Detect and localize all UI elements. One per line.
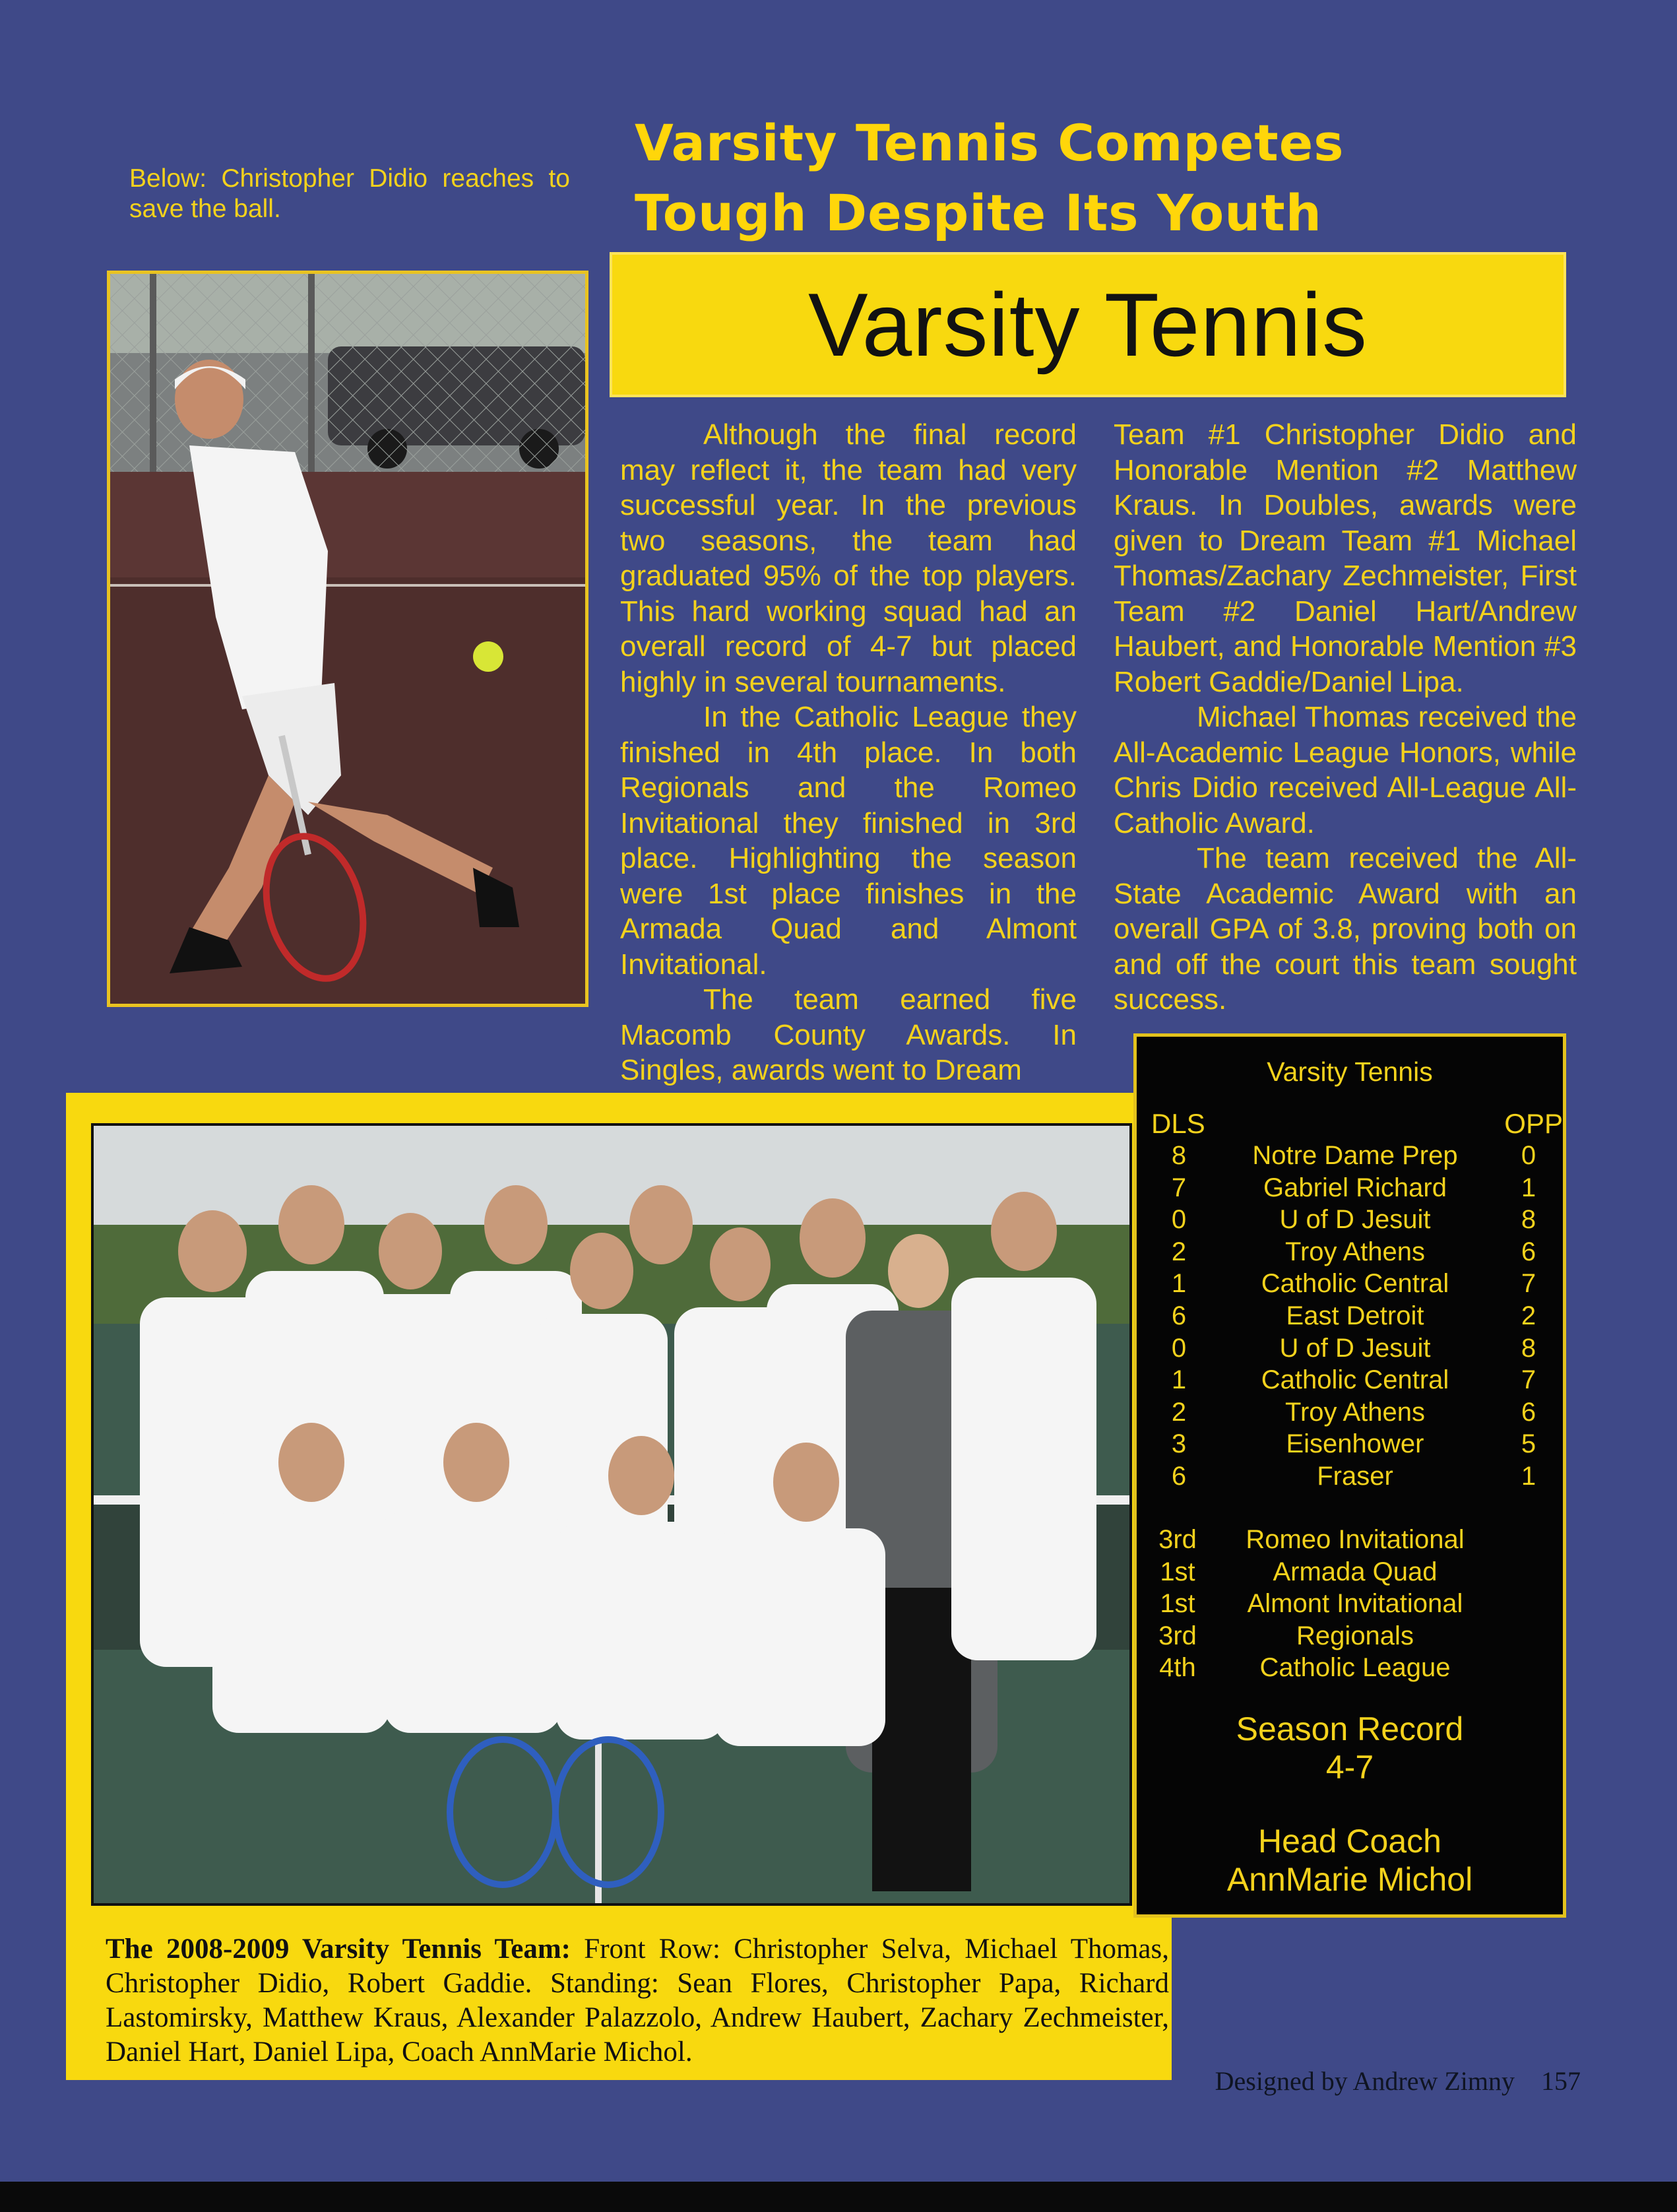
tournament-name: Almont Invitational [1247, 1589, 1463, 1619]
tournament-place: 1st [1160, 1589, 1195, 1619]
photo-caption: Below: Christopher Didio reaches to save the ball. [129, 164, 570, 223]
dls-score: 0 [1171, 1333, 1187, 1363]
article-paragraph: The team received the All-State Academic Award with an overall GPA of 3.8, proving both on and off the court this team sought success. [1114, 842, 1577, 1016]
tournament-name: Regionals [1296, 1621, 1414, 1650]
opp-score: 8 [1521, 1333, 1536, 1363]
opponent-name: Catholic Central [1261, 1365, 1449, 1395]
tennis-player-illustration [110, 274, 585, 1004]
head-coach [1137, 1822, 1563, 1899]
tournament-place: 1st [1160, 1557, 1195, 1586]
match-list [1137, 1141, 1563, 1494]
tournament-row [1137, 1653, 1563, 1685]
dls-score: 2 [1171, 1237, 1187, 1266]
opponent-name: Notre Dame Prep [1252, 1141, 1458, 1170]
match-row [1137, 1334, 1563, 1366]
tournament-row [1137, 1525, 1563, 1557]
opp-score: 8 [1521, 1205, 1536, 1235]
article-paragraph: The team earned five Macomb County Awards. In Singles, awards went to Dream [620, 983, 1077, 1086]
page-footer [1185, 2066, 1581, 2097]
tournament-list [1137, 1525, 1563, 1685]
tournament-row [1137, 1589, 1563, 1621]
banner-title: Varsity Tennis [808, 275, 1368, 375]
match-row [1137, 1301, 1563, 1334]
headline-line-1: Varsity Tennis Competes [635, 114, 1345, 172]
tournament-name: Armada Quad [1273, 1557, 1438, 1586]
scan-edge [0, 2182, 1677, 2212]
season-record-label: Season Record [1236, 1710, 1464, 1747]
match-row [1137, 1429, 1563, 1462]
opp-score: 6 [1521, 1237, 1536, 1266]
dls-score: 7 [1171, 1173, 1187, 1202]
opp-score: 1 [1521, 1461, 1536, 1491]
opp-score: 0 [1521, 1141, 1536, 1170]
match-row [1137, 1237, 1563, 1270]
team-photo-caption [106, 1932, 1169, 2069]
season-record-value: 4-7 [1325, 1749, 1374, 1786]
action-photo [107, 271, 588, 1007]
opponent-name: U of D Jesuit [1279, 1333, 1431, 1363]
team-group-illustration [94, 1126, 1129, 1903]
article-paragraph: Michael Thomas received the All-Academic League Honors, while Chris Didio received All-League All- Catholic Award. [1114, 701, 1577, 839]
title-banner [610, 252, 1566, 397]
article-column-right [1114, 417, 1577, 1018]
tournament-row [1137, 1557, 1563, 1590]
head-coach-name: AnnMarie Michol [1226, 1861, 1473, 1898]
tournament-place: 3rd [1158, 1525, 1197, 1554]
opponent-name: Fraser [1317, 1461, 1393, 1491]
opp-score: 2 [1521, 1301, 1536, 1330]
opponent-name: U of D Jesuit [1279, 1205, 1431, 1235]
opponent-name: Troy Athens [1285, 1397, 1425, 1427]
results-title: Varsity Tennis [1267, 1057, 1433, 1087]
headline-line-2: Tough Despite Its Youth [635, 183, 1322, 242]
match-row [1137, 1205, 1563, 1237]
article-paragraph: Although the final record may reflect it, the team had very successful year. In the previous two seasons, the team had graduated 95% of the top players. This hard working squad had an overall record of 4-7 but placed highly in several tournaments. [620, 418, 1077, 698]
season-results-box [1133, 1033, 1566, 1918]
dls-score: 3 [1171, 1429, 1187, 1459]
dls-score: 2 [1171, 1397, 1187, 1427]
team-caption-lead: The 2008-2009 Varsity Tennis Team: [106, 1934, 571, 1965]
designer-credit: Designed by Andrew Zimny [1215, 2066, 1515, 2096]
tournament-name: Romeo Invitational [1246, 1525, 1465, 1554]
team-caption-text: Front Row: Christopher Selva, Michael Thomas, Christopher Didio, Robert Gaddie. Standing: Sean Flores, Christopher Papa, Richard Lastomirsky, Matthew Kraus, Alexander Palazzolo, Andrew Haubert, Zachary Zechmeister, Daniel Hart, Daniel Lipa, Coach AnnMarie Michol. [106, 1934, 1169, 2067]
dls-score: 1 [1171, 1365, 1187, 1395]
article-paragraph: Team #1 Christopher Didio and Honorable Mention #2 Matthew Kraus. In Doubles, awards were given to Dream Team #1 Michael Thomas/Zachary Zechmeister, First Team #2 Daniel Hart/Andrew Haubert, and Honorable Mention #3 Robert Gaddie/Daniel Lipa. [1114, 418, 1577, 698]
match-row [1137, 1398, 1563, 1430]
dls-column-header: DLS [1151, 1108, 1205, 1139]
opponent-name: Troy Athens [1285, 1237, 1425, 1266]
opp-score: 6 [1521, 1397, 1536, 1427]
opp-score: 7 [1521, 1365, 1536, 1395]
match-row [1137, 1141, 1563, 1173]
opp-column-header: OPP [1504, 1108, 1563, 1139]
opp-score: 7 [1521, 1269, 1536, 1299]
dls-score: 6 [1171, 1301, 1187, 1330]
tournament-place: 3rd [1158, 1621, 1197, 1650]
opp-score: 5 [1521, 1429, 1536, 1459]
season-record [1137, 1710, 1563, 1786]
dls-score: 0 [1171, 1205, 1187, 1235]
page-number: 157 [1541, 2066, 1581, 2096]
team-photo [91, 1123, 1132, 1906]
opponent-name: Gabriel Richard [1263, 1173, 1447, 1202]
dls-score: 1 [1171, 1269, 1187, 1299]
head-coach-label: Head Coach [1258, 1823, 1441, 1860]
dls-score: 6 [1171, 1461, 1187, 1491]
match-row [1137, 1462, 1563, 1494]
tournament-row [1137, 1621, 1563, 1654]
tournament-name: Catholic League [1259, 1653, 1451, 1683]
headline [635, 108, 1492, 248]
match-row [1137, 1269, 1563, 1301]
opponent-name: East Detroit [1286, 1301, 1424, 1330]
match-row [1137, 1173, 1563, 1206]
opp-score: 1 [1521, 1173, 1536, 1202]
tournament-place: 4th [1159, 1653, 1196, 1683]
article-column-left [620, 417, 1077, 1088]
article-paragraph: In the Catholic League they finished in 4th place. In both Regionals and the Romeo Invitational they finished in 3rd place. Highlighting the season were 1st place finishes in the Armada Quad and Almont Invitational. [620, 701, 1077, 981]
opponent-name: Eisenhower [1286, 1429, 1424, 1459]
match-row [1137, 1365, 1563, 1398]
dls-score: 8 [1171, 1141, 1187, 1170]
opponent-name: Catholic Central [1261, 1269, 1449, 1299]
